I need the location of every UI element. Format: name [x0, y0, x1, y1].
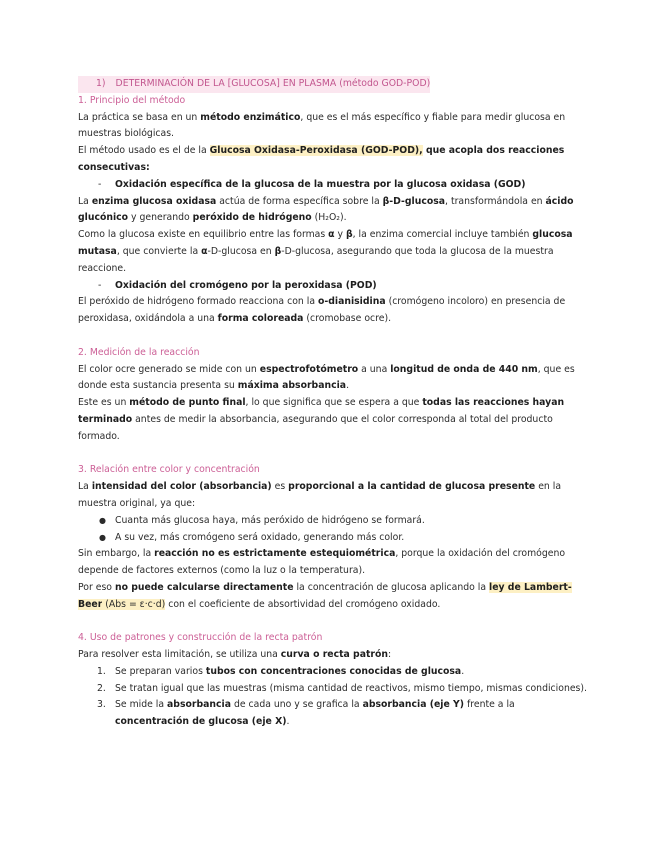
- s2-paragraph-1: El color ocre generado se mide con un espectrofotómetro a una longitud de onda de 440 nm, que es donde esta sustancia presenta su máxima absorbancia.: [78, 363, 575, 392]
- s3-paragraph-2: Sin embargo, la reacción no es estrictamente estequiométrica, porque la oxidación del cromógeno depende de factores externos (como la luz o la temperatura).: [78, 548, 566, 577]
- s2-paragraph-2: Este es un método de punto final, lo que significa que se espera a que todas las reacciones hayan terminado antes de medir la absorbancia, asegurando que el color corresponda al total del producto formado.: [78, 397, 565, 442]
- s1-paragraph-3: La enzima glucosa oxidasa actúa de forma específica sobre la β-D-glucosa, transformándola en ácido glucónico y generando peróxido de hidrógeno (H₂O₂).: [78, 195, 574, 224]
- s1-paragraph-4: Como la glucosa existe en equilibrio entre las formas α y β, la enzima comercial incluye también glucosa mutasa, que convierte la α-D-glucosa en β-D-glucosa, asegurando que toda la glucosa de la muestra reaccione.: [78, 229, 573, 274]
- s1-dash-item-1: - Oxidación específica de la glucosa de la muestra por la glucosa oxidasa (GOD): [98, 178, 526, 190]
- s3-bullet-item-2: ● A su vez, más cromógeno será oxidado, generando más color.: [99, 531, 405, 543]
- s1-paragraph-5: El peróxido de hidrógeno formado reacciona con la o-dianisidina (cromógeno incoloro) en presencia de peroxidasa, oxidándola a una forma coloreada (cromobase ocre).: [78, 296, 566, 325]
- document-title: 1) DETERMINACIÓN DE LA [GLUCOSA] EN PLASMA (método GOD-POD): [78, 76, 430, 93]
- s1-paragraph-2: El método usado es el de la Glucosa Oxidasa-Peroxidasa (GOD-POD), que acopla dos reacciones consecutivas:: [78, 145, 565, 173]
- s3-paragraph-3: Por eso no puede calcularse directamente la concentración de glucosa aplicando la ley de Lambert-Beer (Abs = ε·c·d) con el coeficiente de absortividad del cromógeno oxidado.: [78, 581, 572, 610]
- s4-numbered-item-2: 2. Se tratan igual que las muestras (misma cantidad de reactivos, mismo tiempo, mismas condiciones).: [97, 682, 587, 694]
- s4-numbered-item-3: 3. Se mide la absorbancia de cada uno y se grafica la absorbancia (eje Y) frente a la concentración de glucosa (eje X).: [97, 699, 515, 728]
- s3-bullet-item-1: ● Cuanta más glucosa haya, más peróxido de hidrógeno se formará.: [99, 514, 425, 526]
- section-2-heading: 2. Medición de la reacción: [78, 346, 200, 358]
- s1-paragraph-1: La práctica se basa en un método enzimático, que es el más específico y fiable para medir glucosa en muestras biológicas.: [78, 111, 566, 140]
- document-content: [78, 76, 588, 731]
- s1-dash-item-2: - Oxidación del cromógeno por la peroxidasa (POD): [98, 279, 377, 291]
- s4-paragraph-1: Para resolver esta limitación, se utiliza una curva o recta patrón:: [78, 649, 392, 661]
- s3-paragraph-1: La intensidad del color (absorbancia) es proporcional a la cantidad de glucosa presente en la muestra original, ya que:: [78, 481, 562, 509]
- s4-numbered-item-1: 1. Se preparan varios tubos con concentraciones conocidas de glucosa.: [97, 665, 465, 677]
- section-1-heading: 1. Principio del método: [78, 94, 186, 106]
- section-4-heading: 4. Uso de patrones y construcción de la recta patrón: [78, 632, 323, 644]
- section-3-heading: 3. Relación entre color y concentración: [78, 464, 260, 476]
